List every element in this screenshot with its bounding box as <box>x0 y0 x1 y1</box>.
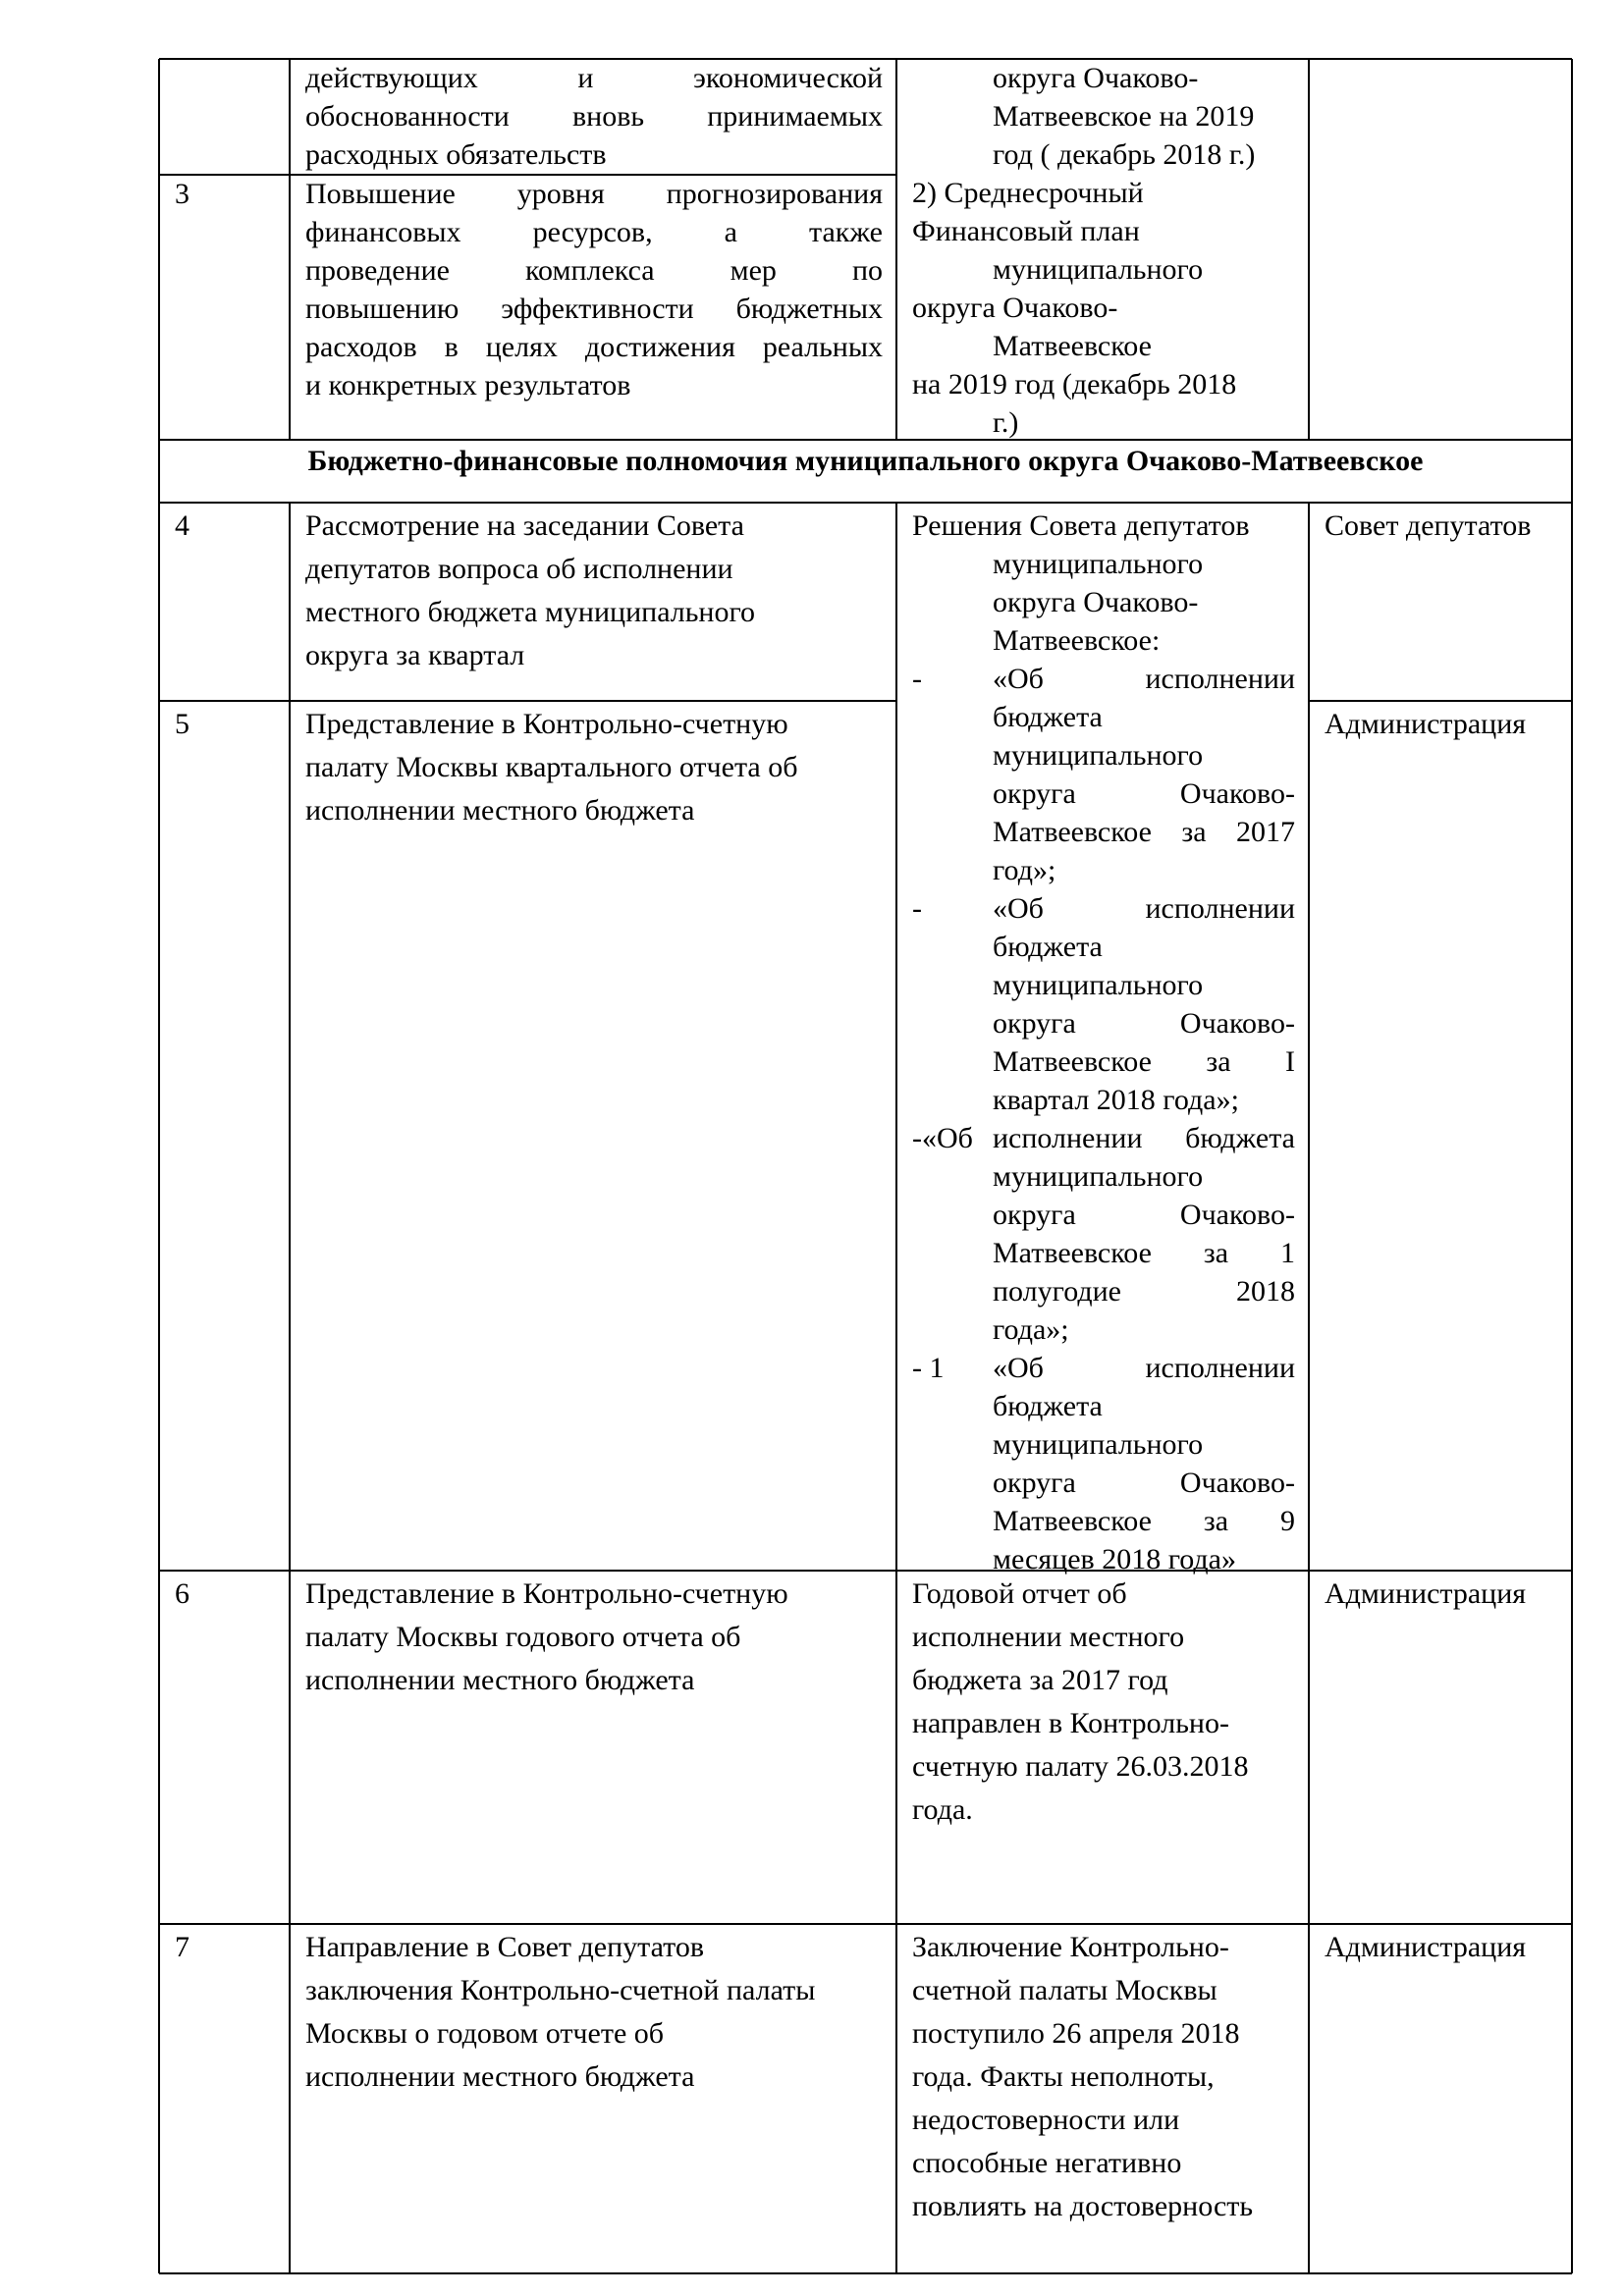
row-6-responsible: Администрация <box>1325 1577 1527 1610</box>
row-4-number: 4 <box>175 509 189 542</box>
row-7-result-text: Заключение Контрольно- счетной палаты Москвы поступило 26 апреля 2018 года. Факты неполноты, недостоверности или способные негативно повлиять на достоверность <box>912 1931 1254 2222</box>
result-top-text: округа Очаково- Матвеевское на 2019 год ( декабрь 2018 г.) 2) Среднесрочный Финансовый план муниципального округа Очаково- Матвеевское на 2019 год (декабрь 2018 г.) <box>912 62 1256 439</box>
row-6-result-text: Годовой отчет об исполнении местного бюджета за 2017 год направлен в Контрольно- счетную палату 26.03.2018 года. <box>912 1577 1249 1826</box>
decisions-head-line: Решения Совета депутатов <box>912 509 1250 542</box>
decision-item: - «Об исполнении бюджета муниципального округа Очаково- Матвеевское за I квартал 2018 года»; <box>912 892 1295 1116</box>
row-4-task-text: Рассмотрение на заседании Совета депутатов вопроса об исполнении местного бюджета муниципального округа за квартал <box>305 509 756 671</box>
decision-item: - 1 «Об исполнении бюджета муниципального округа Очаково- Матвеевское за 9 месяцев 2018 года» <box>912 1352 1295 1575</box>
row-6-task-text: Представление в Контрольно-счетную палату Москвы годового отчета об исполнении местного бюджета <box>305 1577 788 1696</box>
section-title: Бюджетно-финансовые полномочия муниципального округа Очаково-Матвеевское <box>307 445 1424 477</box>
decisions-list: Решения Совета депутатов муниципального округа Очаково- Матвеевское: - «Об исполнении бюджета муниципального округа Очаково- Матвеевское за 2017 год»; - «Об исполнении бюджета муниципального округа Очаково- Матвеевское за I квартал 2018 года»; -«Об исполнении бюджета муниципального округа Очаково- Матвеевское за 1 полугодие 2018 года»; - 1 «Об исполнении бюджета муниципального округа Очаково- Матвеевское за 9 месяцев 2018 года» <box>912 507 1295 1578</box>
row-4-responsible: Совет депутатов <box>1325 509 1532 542</box>
row-3-number: 3 <box>175 178 189 210</box>
row-5-number: 5 <box>175 708 189 740</box>
row-7-number: 7 <box>175 1931 189 1963</box>
row-3-task-text: Повышение уровня прогнозирования финансовых ресурсов, а также проведение комплекса мер по повышению эффективности бюджетных расходов в целях достижения реальных и конкретных результатов <box>305 178 883 401</box>
row-5-responsible: Администрация <box>1325 708 1527 740</box>
row-7-task-text: Направление в Совет депутатов заключения Контрольно-счетной палаты Москвы о годовом отчете об исполнении местного бюджета <box>305 1931 816 2093</box>
row-7-responsible: Администрация <box>1325 1931 1527 1963</box>
row-6-number: 6 <box>175 1577 189 1610</box>
decision-item: - «Об исполнении бюджета муниципального округа Очаково- Матвеевское за 2017 год»; <box>912 663 1295 886</box>
decision-item: -«Об исполнении бюджета муниципального округа Очаково- Матвеевское за 1 полугодие 2018 года»; <box>912 1122 1295 1346</box>
row-5-task-text: Представление в Контрольно-счетную палату Москвы квартального отчета об исполнении местного бюджета <box>305 708 798 827</box>
continuation-task-text: действующих и экономической обоснованности вновь принимаемых расходных обязательств <box>305 62 883 171</box>
